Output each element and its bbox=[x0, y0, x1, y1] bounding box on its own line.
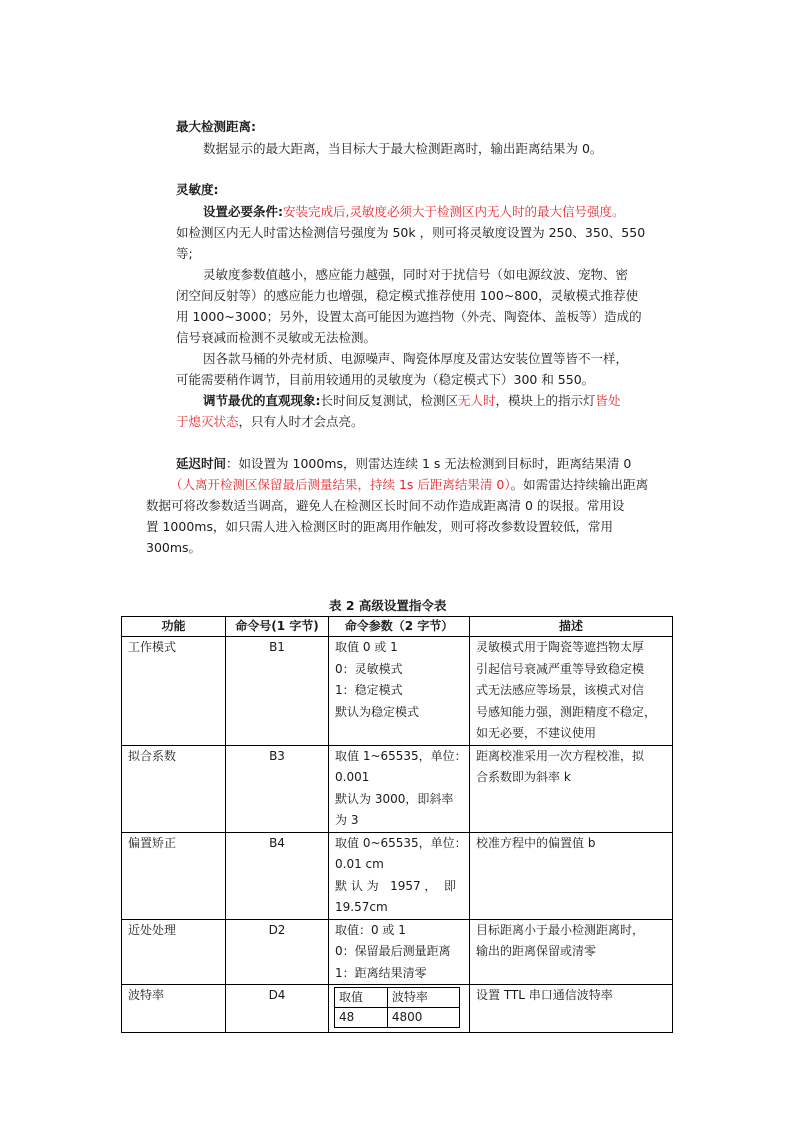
desc-line: 输出的距离保留或清零 bbox=[476, 944, 597, 958]
desc-line: 设置 TTL 串口通信波特率 bbox=[476, 988, 613, 1002]
header-description: 描述 bbox=[470, 617, 673, 637]
sensitivity-line3: 等; bbox=[176, 246, 193, 261]
sensitivity-p2-line2: 闭空间反射等）的感应能力也增强，稳定模式推荐使用 100~800，灵敏模式推荐使 bbox=[176, 288, 639, 303]
baud-header-value: 取值 bbox=[335, 988, 388, 1008]
param-line: 取值 1~65535，单位： bbox=[335, 748, 467, 763]
delay-red-text: （人离开检测区保留最后测量结果，持续 1s 后距离结果清 0） bbox=[170, 477, 511, 492]
sensitivity-p3-line1: 因各款马桶的外壳材质、电源噪声、陶瓷体厚度及雷达安装位置等皆不一样， bbox=[203, 351, 629, 366]
row-description bbox=[470, 919, 673, 985]
optimal-text-c: ，只有人时才会点亮。 bbox=[238, 414, 364, 429]
delay-line1-text: ：如设置为 1000ms，则雷达连续 1 s 无法检测到目标时，距离结果清 0 bbox=[226, 456, 632, 471]
row-description bbox=[470, 985, 673, 1033]
max-distance-heading: 最大检测距离: bbox=[176, 119, 256, 134]
sensitivity-line2: 如检测区内无人时雷达检测信号强度为 50k ，则可将灵敏度设置为 250、350、550 bbox=[176, 225, 646, 240]
max-distance-body: 数据显示的最大距离，当目标大于最大检测距离时，输出距离结果为 0。 bbox=[203, 141, 603, 156]
table-row bbox=[122, 745, 673, 832]
baud-data-row bbox=[335, 1008, 460, 1028]
param-line: 取值：0 或 1 bbox=[335, 922, 406, 937]
param-line: 取值 0 或 1 bbox=[335, 640, 398, 654]
row-command: D4 bbox=[226, 985, 329, 1033]
optimal-text-b: ，模块上的指示灯 bbox=[495, 393, 596, 408]
param-line: 0：保留最后测量距离 bbox=[335, 944, 451, 958]
optimal-red-1: 无人时 bbox=[458, 393, 496, 408]
optimal-label: 调节最优的直观现象: bbox=[203, 393, 321, 408]
sensitivity-p2-line1: 灵敏度参数值越小，感应能力越强，同时对于扰信号（如电源纹波、宠物、密 bbox=[203, 267, 629, 282]
desc-line: 距离校准采用一次方程校准，拟 bbox=[476, 748, 645, 763]
param-line: 默 认 为 1957 ， 即 bbox=[335, 878, 457, 893]
param-line: 1：稳定模式 bbox=[335, 683, 403, 697]
optimal-red-2b: 于熄灭状态 bbox=[176, 414, 239, 429]
row-command: B1 bbox=[226, 637, 329, 746]
param-line: 1：距离结果清零 bbox=[335, 965, 427, 980]
required-red-text: 安装完成后,灵敏度必须大于检测区内无人时的最大信号强度。 bbox=[283, 204, 625, 219]
table-row bbox=[122, 832, 673, 919]
sensitivity-required bbox=[203, 201, 624, 222]
row-params bbox=[329, 919, 470, 985]
table-caption: 表 2 高级设置指令表 bbox=[329, 598, 447, 613]
table-row bbox=[122, 919, 673, 985]
row-function: 偏置矫正 bbox=[122, 832, 226, 919]
delay-heading: 延迟时间 bbox=[176, 456, 227, 471]
sensitivity-heading: 灵敏度: bbox=[176, 182, 219, 197]
desc-line: 目标距离小于最小检测距离时， bbox=[476, 922, 645, 937]
delay-line1 bbox=[176, 453, 631, 474]
row-description bbox=[470, 745, 673, 832]
header-function: 功能 bbox=[122, 617, 226, 637]
header-command: 命令号(1 字节) bbox=[226, 617, 329, 637]
param-line: 为 3 bbox=[335, 813, 359, 827]
desc-line: 式无法感应等场景，该模式对信 bbox=[476, 683, 645, 697]
desc-line: 灵敏模式用于陶瓷等遮挡物太厚 bbox=[476, 640, 645, 654]
param-line: 0.001 bbox=[335, 770, 370, 784]
param-line: 默认为 3000，即斜率 bbox=[335, 791, 454, 806]
row-params bbox=[329, 637, 470, 746]
sensitivity-optimal-line2 bbox=[176, 411, 364, 432]
param-line: 0：灵敏模式 bbox=[335, 661, 403, 676]
delay-line3: 数据可将改参数适当调高，避免人在检测区长时间不动作造成距离清 0 的误报。常用设 bbox=[146, 498, 625, 513]
row-command: B3 bbox=[226, 745, 329, 832]
param-line: 默认为稳定模式 bbox=[335, 704, 420, 719]
optimal-red-2a: 皆处 bbox=[595, 393, 621, 408]
row-params bbox=[329, 985, 470, 1033]
row-description bbox=[470, 832, 673, 919]
table-row bbox=[122, 637, 673, 746]
param-line: 0.01 cm bbox=[335, 857, 384, 871]
sensitivity-p2-line3: 用 1000~3000；另外，设置太高可能因为遮挡物（外壳、陶瓷体、盖板等）造成的 bbox=[176, 309, 642, 324]
row-function: 工作模式 bbox=[122, 637, 226, 746]
param-line: 19.57cm bbox=[335, 900, 388, 914]
row-command: B4 bbox=[226, 832, 329, 919]
desc-line: 校准方程中的偏置值 b bbox=[476, 835, 596, 850]
sensitivity-p3-line2: 可能需要稍作调节，目前用较通用的灵敏度为（稳定模式下）300 和 550。 bbox=[176, 372, 595, 387]
param-line: 取值 0~65535，单位： bbox=[335, 835, 467, 850]
row-command: D2 bbox=[226, 919, 329, 985]
row-function: 近处处理 bbox=[122, 919, 226, 985]
desc-line: 号感知能力强，测距精度不稳定， bbox=[476, 704, 657, 719]
optimal-text-a: 长时间反复测试，检测区 bbox=[320, 393, 459, 408]
delay-line2 bbox=[170, 474, 648, 495]
baud-header-row bbox=[335, 988, 460, 1008]
baud-value: 48 bbox=[335, 1008, 388, 1028]
desc-line: 引起信号衰减严重等导致稳定模 bbox=[476, 661, 645, 676]
delay-line5: 300ms。 bbox=[146, 540, 202, 555]
command-table bbox=[121, 616, 673, 1033]
desc-line: 如无必要，不建议使用 bbox=[476, 726, 597, 740]
sensitivity-p2-line4: 信号衰减而检测不灵敏或无法检测。 bbox=[176, 330, 377, 345]
sensitivity-optimal-line1 bbox=[203, 390, 621, 411]
required-label: 设置必要条件: bbox=[203, 204, 283, 219]
delay-line2-rest: 。如需雷达持续输出距离 bbox=[510, 477, 649, 492]
row-params bbox=[329, 745, 470, 832]
row-params bbox=[329, 832, 470, 919]
table-header-row bbox=[122, 617, 673, 637]
row-function: 拟合系数 bbox=[122, 745, 226, 832]
baud-rate-table bbox=[334, 987, 460, 1028]
baud-rate: 4800 bbox=[387, 1008, 459, 1028]
row-description bbox=[470, 637, 673, 746]
table-row bbox=[122, 985, 673, 1033]
desc-line: 合系数即为斜率 k bbox=[476, 770, 571, 784]
delay-line4: 置 1000ms，如只需人进入检测区时的距离用作触发，则可将改参数设置较低，常用 bbox=[146, 519, 613, 534]
row-function: 波特率 bbox=[122, 985, 226, 1033]
header-params: 命令参数（2 字节） bbox=[329, 617, 470, 637]
baud-header-rate: 波特率 bbox=[387, 988, 459, 1008]
